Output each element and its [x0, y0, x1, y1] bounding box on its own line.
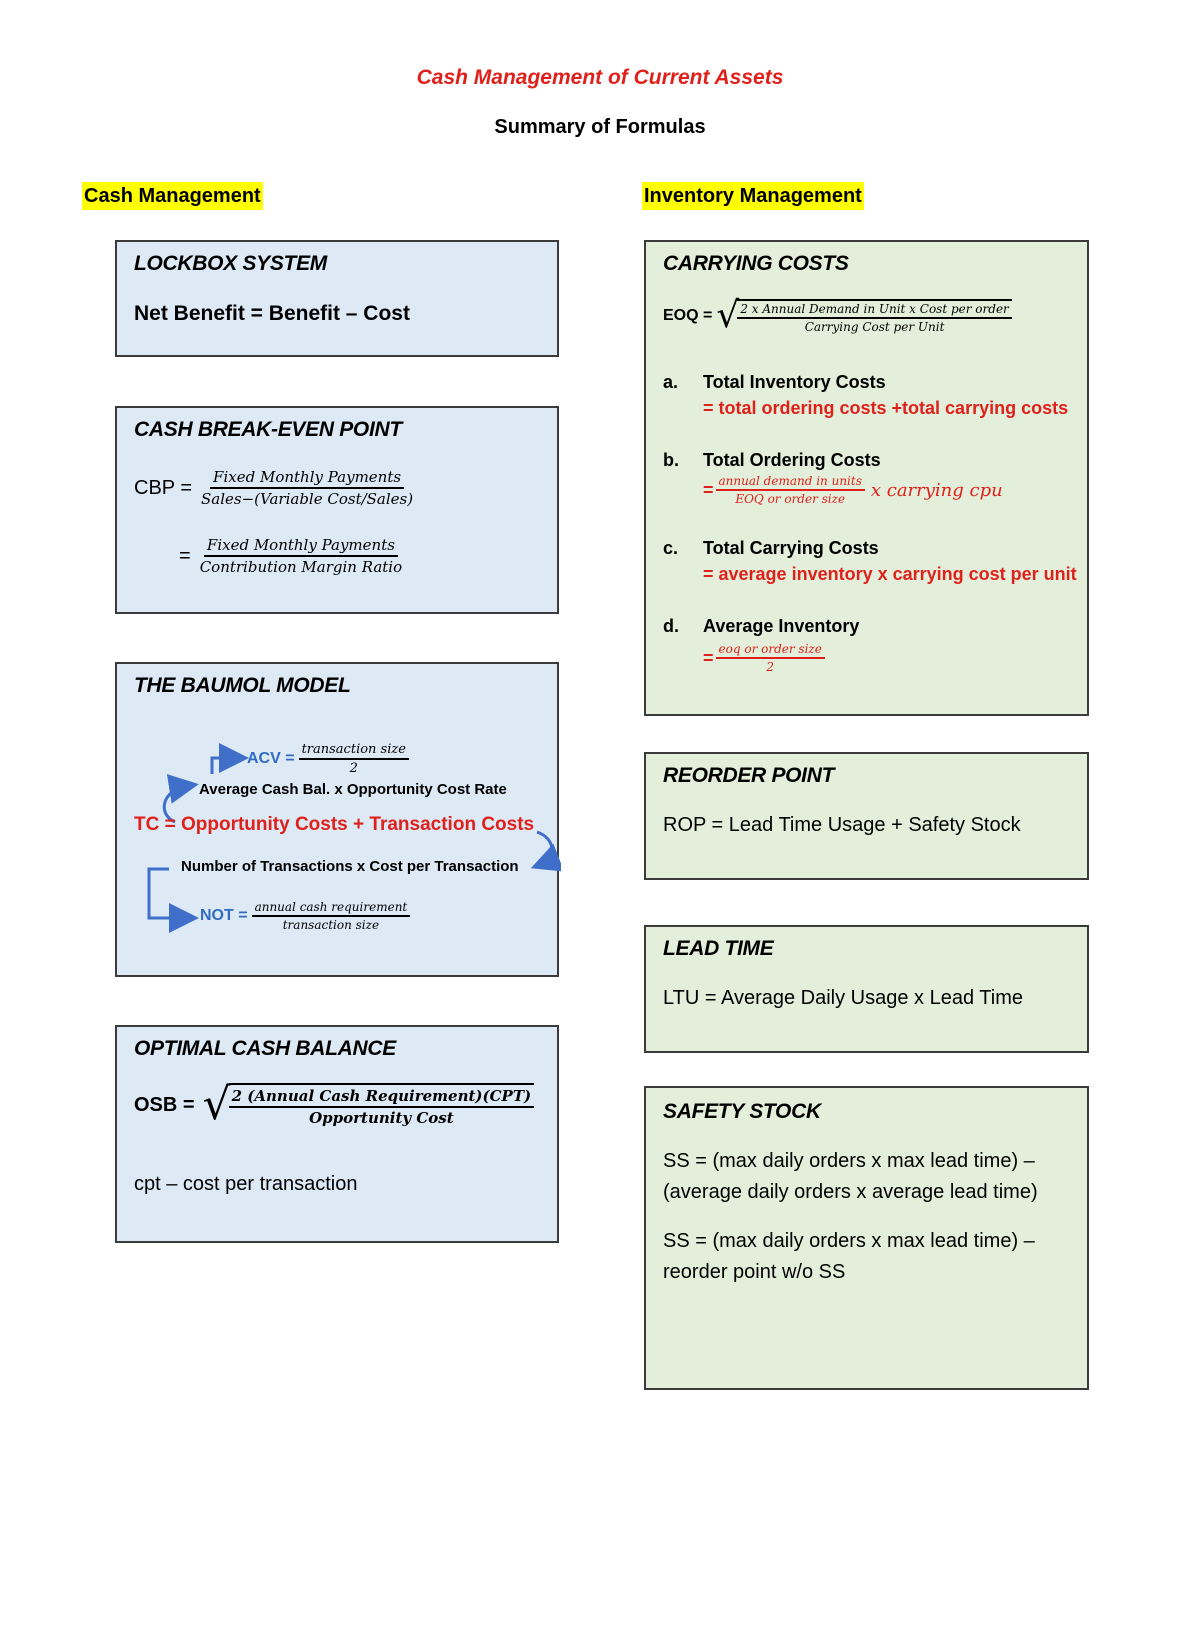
carrying-costs-box	[644, 240, 1089, 716]
item-b-denominator: EOQ or order size	[735, 492, 846, 506]
arrow-tc-to-not-desc	[537, 832, 552, 864]
cbp-lhs: CBP =	[134, 476, 192, 499]
item-c-letter: c.	[663, 538, 679, 558]
safety-stock-box	[644, 1086, 1089, 1390]
item-b-letter: b.	[663, 450, 679, 470]
reorder-formula: ROP = Lead Time Usage + Safety Stock	[663, 814, 1021, 836]
osb-lhs: OSB =	[134, 1093, 195, 1116]
not-fraction	[252, 900, 411, 932]
cbp-fraction-1	[198, 468, 416, 508]
section-cash-management: Cash Management	[82, 182, 263, 210]
arrow-to-not	[149, 869, 187, 918]
cbp-title: CASH BREAK-EVEN POINT	[134, 418, 402, 441]
cbp-denominator-2: Contribution Margin Ratio	[199, 558, 403, 576]
acv-denominator: 2	[349, 761, 358, 776]
not-numerator: annual cash requirement	[252, 900, 411, 917]
lead-time-box	[644, 925, 1089, 1053]
osb-denominator: Opportunity Cost	[309, 1109, 454, 1127]
not-lhs: NOT =	[200, 907, 248, 924]
eoq-formula	[663, 295, 1012, 336]
item-c-formula: = average inventory x carrying cost per unit	[703, 564, 1077, 584]
ocb-note: cpt – cost per transaction	[134, 1173, 358, 1195]
lockbox-box	[115, 240, 559, 357]
acv-formula	[247, 742, 409, 776]
acv-fraction	[299, 742, 409, 776]
item-d-numerator: eoq or order size	[716, 642, 825, 659]
safety-formula-1-line-1: SS = (max daily orders x max lead time) –	[663, 1150, 1035, 1172]
section-inventory-management: Inventory Management	[642, 182, 864, 210]
cbp-formula-2	[179, 536, 405, 576]
item-b-eq: =	[703, 479, 714, 500]
cbp-formula-1	[134, 468, 416, 508]
cbp-numerator-1: Fixed Monthly Payments	[210, 468, 404, 489]
not-formula	[200, 900, 410, 932]
reorder-point-box	[644, 752, 1089, 880]
eoq-numerator: 2 x Annual Demand in Unit x Cost per order	[737, 302, 1011, 319]
item-c-label: Total Carrying Costs	[703, 538, 879, 558]
ocb-title: OPTIMAL CASH BALANCE	[134, 1037, 396, 1060]
sqrt-icon: √	[716, 295, 740, 336]
item-d-letter: d.	[663, 616, 679, 636]
eoq-lhs: EOQ =	[663, 307, 713, 324]
osb-numerator: 2 (Annual Cash Requirement)(CPT)	[229, 1087, 534, 1108]
item-a-formula: = total ordering costs +total carrying costs	[703, 398, 1069, 418]
item-d-formula	[703, 642, 825, 674]
safety-title: SAFETY STOCK	[663, 1100, 821, 1123]
eoq-denominator: Carrying Cost per Unit	[804, 319, 945, 334]
item-b-label: Total Ordering Costs	[703, 450, 881, 470]
cbp-numerator-2: Fixed Monthly Payments	[204, 536, 398, 557]
item-b-numerator: annual demand in units	[716, 474, 865, 491]
item-d-denominator: 2	[766, 660, 774, 674]
sqrt-icon: √	[202, 1079, 231, 1130]
acv-lhs: ACV =	[247, 750, 295, 767]
item-d-eq: =	[703, 647, 714, 668]
eoq-fraction	[737, 299, 1011, 334]
item-a-letter: a.	[663, 372, 679, 392]
item-b-fraction	[716, 474, 865, 506]
leadtime-formula: LTU = Average Daily Usage x Lead Time	[663, 987, 1023, 1009]
safety-formula-2-line-1: SS = (max daily orders x max lead time) –	[663, 1230, 1035, 1252]
acv-numerator: transaction size	[299, 742, 409, 760]
safety-formula-2-line-2: reorder point w/o SS	[663, 1261, 846, 1283]
tc-formula: TC = Opportunity Costs + Transaction Costs	[134, 814, 535, 835]
lockbox-title: LOCKBOX SYSTEM	[134, 252, 327, 275]
item-b-formula	[703, 474, 1003, 506]
item-d-label: Average Inventory	[703, 616, 860, 636]
document-title: Cash Management of Current Assets	[416, 66, 784, 89]
osb-formula	[134, 1079, 534, 1130]
leadtime-title: LEAD TIME	[663, 937, 774, 960]
arrow-to-acv	[212, 758, 237, 774]
item-b-tail: x carrying cpu	[870, 479, 1003, 501]
avg-cash-balance-desc: Average Cash Bal. x Opportunity Cost Rate	[199, 781, 507, 798]
cbp-fraction-2	[197, 536, 405, 576]
cbp-denominator-1: Sales−(Variable Cost/Sales)	[201, 490, 414, 508]
not-denominator: transaction size	[282, 918, 380, 932]
carrying-title: CARRYING COSTS	[663, 252, 849, 275]
ocb-box	[115, 1025, 559, 1243]
safety-formula-1-line-2: (average daily orders x average lead time)	[663, 1181, 1038, 1203]
osb-fraction	[229, 1083, 534, 1127]
baumol-box	[115, 662, 559, 977]
item-a-label: Total Inventory Costs	[703, 372, 886, 392]
cbp-eq: =	[179, 544, 191, 567]
baumol-title: THE BAUMOL MODEL	[134, 674, 351, 697]
item-d-fraction	[716, 642, 825, 674]
reorder-title: REORDER POINT	[663, 764, 835, 787]
cbp-box	[115, 406, 559, 614]
not-desc: Number of Transactions x Cost per Transaction	[181, 858, 519, 875]
lockbox-formula: Net Benefit = Benefit – Cost	[134, 302, 410, 325]
document-subtitle: Summary of Formulas	[494, 116, 706, 138]
